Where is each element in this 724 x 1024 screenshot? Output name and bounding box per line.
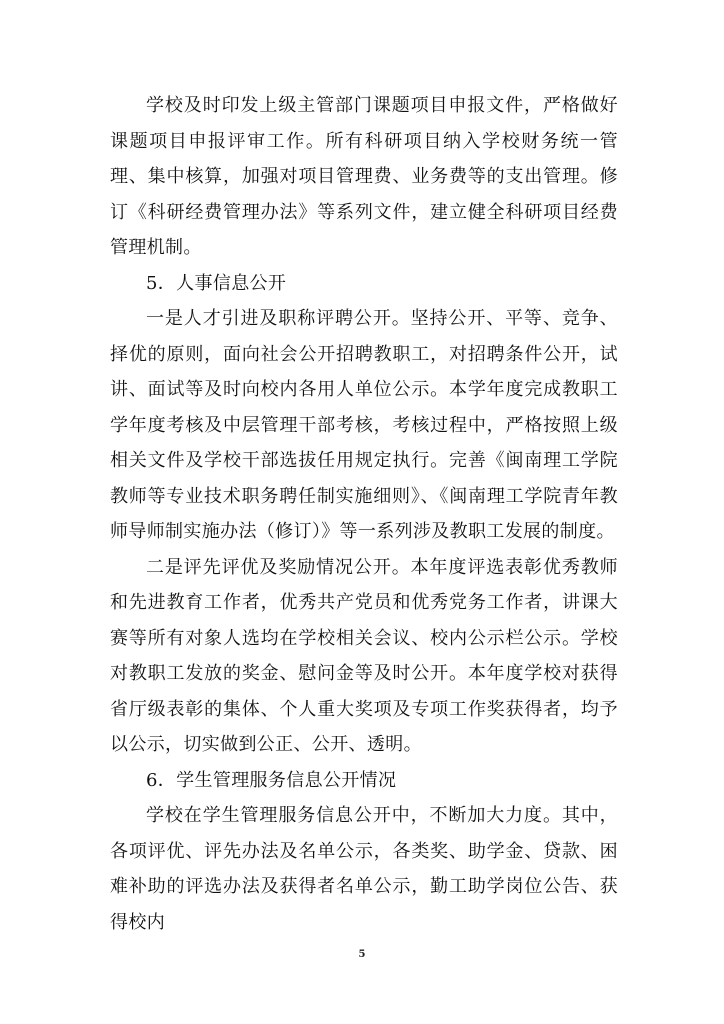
document-body	[110, 88, 618, 940]
paragraph-recruitment: 一是人才引进及职称评聘公开。坚持公开、平等、竞争、择优的原则，面向社会公开招聘教职工，对招聘条件公开，试讲、面试等及时向校内各用人单位公示。本学年度完成教职工学年度考核及中层管理干部考核，考核过程中，严格按照上级相关文件及学校干部选拔任用规定执行。完善《闽南理工学院教师等专业技术职务聘任制实施细则》、《闽南理工学院青年教师导师制实施办法（修订）》等一系列涉及教职工发展的制度。	[110, 308, 618, 542]
paragraph-research-funding: 学校及时印发上级主管部门课题项目申报文件，严格做好课题项目申报评审工作。所有科研项目纳入学校财务统一管理、集中核算，加强对项目管理费、业务费等的支出管理。修订《科研经费管理办法》等系列文件，建立健全科研项目经费管理机制。	[110, 95, 618, 258]
section-heading-personnel: 5．人事信息公开	[146, 272, 287, 294]
page-number: 5	[358, 949, 366, 960]
paragraph-awards: 二是评先评优及奖励情况公开。本年度评选表彰优秀教师和先进教育工作者，优秀共产党员和优秀党务工作者，讲课大赛等所有对象人选均在学校相关会议、校内公示栏公示。学校对教职工发放的奖金、慰问金等及时公开。本年度学校对获得省厅级表彰的集体、个人重大奖项及专项工作奖获得者，均予以公示，切实做到公正、公开、透明。	[110, 556, 618, 755]
section-heading-student-services: 6．学生管理服务信息公开情况	[146, 769, 397, 791]
paragraph-student-services: 学校在学生管理服务信息公开中，不断加大力度。其中，各项评优、评先办法及名单公示，各类奖、助学金、贷款、困难补助的评选办法及获得者名单公示，勤工助学岗位公告、获得校内	[110, 805, 618, 933]
